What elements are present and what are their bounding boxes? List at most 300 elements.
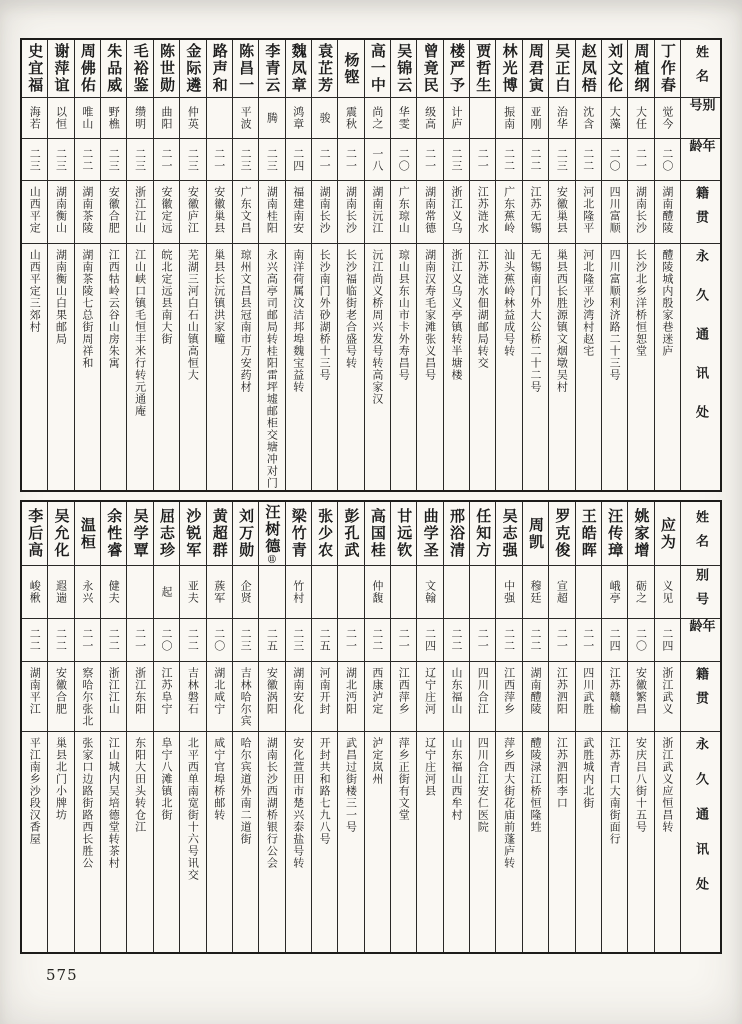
age-cell: 二一 — [338, 139, 363, 181]
alias-cell: 缵明 — [127, 98, 152, 139]
address-cell: 江山城内吴培德堂转茶村 — [107, 737, 121, 869]
age-cell: 二〇 — [602, 139, 627, 181]
native-place-cell: 湖南安化 — [286, 662, 311, 732]
address-cell: 山西平定三郊村 — [28, 249, 42, 333]
alias-cell: 竹村 — [286, 566, 311, 619]
native-place-cell: 湖南茶陵 — [75, 181, 100, 244]
entry-column — [627, 502, 653, 952]
entry-column — [601, 40, 627, 490]
native-place-cell: 江西萍乡 — [391, 662, 416, 732]
address-cell: 长沙北乡洋桥恒恕堂 — [634, 249, 648, 357]
alias-cell — [470, 98, 495, 139]
native-place-cell: 安徽庐江 — [180, 181, 205, 244]
alias-cell: 计庐 — [444, 98, 469, 139]
native-place-cell: 江苏阜宁 — [154, 662, 179, 732]
native-place-cell: 浙江江山 — [127, 181, 152, 244]
name-cell: 林光博 — [496, 40, 521, 98]
native-place-cell: 福建南安 — [286, 181, 311, 244]
entry-column — [390, 502, 416, 952]
entry-column — [22, 40, 47, 490]
entry-column — [654, 40, 680, 490]
name-cell: 汪传璋 — [602, 502, 627, 566]
name-cell: 金际遴 — [180, 40, 205, 98]
address-cell: 江苏泗阳李口 — [555, 737, 569, 809]
alias-cell: 大藻 — [602, 98, 627, 139]
name-cell: 赵凤梧 — [576, 40, 601, 98]
alias-cell — [338, 566, 363, 619]
address-cell: 江山峡口镇毛恒丰米行转元通庵 — [133, 249, 147, 417]
entry-column — [206, 40, 232, 490]
alias-cell: 海若 — [22, 98, 47, 139]
address-cell: 长沙南门外砂湖桥十三号 — [318, 249, 332, 381]
entry-column — [232, 40, 258, 490]
alias-cell: 震秋 — [338, 98, 363, 139]
address-cell: 无锡南门外大公桥二十二号 — [529, 249, 543, 393]
header-age: 年龄 — [681, 139, 720, 181]
address-cell: 南洋荷属汶洁邦埠魏宝益转 — [291, 249, 305, 393]
alias-cell — [391, 566, 416, 619]
age-cell: 二〇 — [628, 619, 653, 662]
address-cell: 江西牯岭云谷山房朱寓 — [107, 249, 121, 369]
age-cell: 二一 — [391, 619, 416, 662]
alias-cell: 遐遄 — [48, 566, 73, 619]
name-cell: 梁竹青 — [286, 502, 311, 566]
native-place-cell: 山东福山 — [444, 662, 469, 732]
entry-column — [153, 502, 179, 952]
native-place-cell: 湖南常德 — [417, 181, 442, 244]
address-cell: 湖南衡山白果邮局 — [54, 249, 68, 345]
native-place-cell: 浙江江山 — [101, 662, 126, 732]
name-cell: 高国桂 — [365, 502, 390, 566]
name-cell: 周佛佑 — [75, 40, 100, 98]
entry-column — [416, 40, 442, 490]
address-cell: 琼山县东山市卡外寿昌号 — [397, 249, 411, 381]
age-cell: 二三 — [259, 139, 284, 181]
native-place-cell: 河北隆平 — [576, 181, 601, 244]
entry-column — [179, 502, 205, 952]
alias-cell: 穆廷 — [523, 566, 548, 619]
age-cell: 二一 — [417, 139, 442, 181]
native-place-cell: 江西萍乡 — [496, 662, 521, 732]
entry-column — [443, 502, 469, 952]
age-cell: 二四 — [417, 619, 442, 662]
name-cell: 温桓 — [75, 502, 100, 566]
header-column — [680, 40, 720, 490]
header-age: 年龄 — [681, 619, 720, 662]
age-cell: 二一 — [549, 619, 574, 662]
alias-cell: 义见 — [655, 566, 680, 619]
native-place-cell: 江苏无锡 — [523, 181, 548, 244]
address-cell: 湖南长沙西湖桥银行公会 — [265, 737, 279, 869]
name-cell: 高一中 — [365, 40, 390, 98]
address-cell: 山东福山西牟村 — [449, 737, 463, 821]
address-cell: 东阳大田头转仓江 — [133, 737, 147, 833]
age-cell: 二一 — [470, 619, 495, 662]
entry-column — [364, 502, 390, 952]
name-cell: 楼严予 — [444, 40, 469, 98]
native-place-cell: 安徽定远 — [154, 181, 179, 244]
entry-column — [364, 40, 390, 490]
native-place-cell: 四川合江 — [470, 662, 495, 732]
alias-cell — [470, 566, 495, 619]
address-cell: 皖北定远县南大街 — [159, 249, 173, 345]
name-cell: 吴锦云 — [391, 40, 416, 98]
header-name: 姓名 — [681, 502, 720, 566]
age-cell: 二〇 — [154, 619, 179, 662]
address-cell: 浙江武义应恒昌转 — [660, 737, 674, 833]
entry-column — [74, 40, 100, 490]
age-cell: 二三 — [549, 139, 574, 181]
native-place-cell: 湖北咸宁 — [207, 662, 232, 732]
alias-cell: 亚夫 — [180, 566, 205, 619]
name-cell: 路声和 — [207, 40, 232, 98]
age-cell: 二三 — [48, 139, 73, 181]
entry-column — [100, 502, 126, 952]
address-cell: 永兴高亭司邮局转桂阳雷坪墟邮柜交塘冲对门 — [265, 249, 279, 489]
age-cell: 二二 — [523, 619, 548, 662]
entry-column — [522, 502, 548, 952]
address-cell: 张家口边路街路西长胜公 — [80, 737, 94, 869]
native-place-cell: 浙江东阳 — [127, 662, 152, 732]
age-cell: 二三 — [444, 139, 469, 181]
entry-column — [47, 502, 73, 952]
name-cell: 曲学圣 — [417, 502, 442, 566]
name-cell: 沙锐军 — [180, 502, 205, 566]
entry-column — [258, 502, 284, 952]
native-place-cell: 湖南平江 — [22, 662, 47, 732]
entry-column — [126, 40, 152, 490]
alias-cell: 华雯 — [391, 98, 416, 139]
age-cell: 二二 — [180, 619, 205, 662]
age-cell: 一八 — [365, 139, 390, 181]
name-cell: 周君寅 — [523, 40, 548, 98]
native-place-cell: 广东文昌 — [233, 181, 258, 244]
entry-column — [469, 40, 495, 490]
header-column — [680, 502, 720, 952]
entry-column — [548, 40, 574, 490]
address-cell: 开封共和路七九八号 — [318, 737, 332, 845]
name-cell: 李青云 — [259, 40, 284, 98]
age-cell: 二一 — [628, 139, 653, 181]
entry-column — [495, 502, 521, 952]
entry-column — [337, 502, 363, 952]
alias-cell: 亚刚 — [523, 98, 548, 139]
name-cell: 毛裕鉴 — [127, 40, 152, 98]
alias-cell — [259, 566, 284, 619]
native-place-cell: 四川武胜 — [576, 662, 601, 732]
age-cell: 二二 — [444, 619, 469, 662]
age-cell: 二二 — [523, 139, 548, 181]
native-place-cell: 察哈尔张北 — [75, 662, 100, 732]
name-cell: 丁作春 — [655, 40, 680, 98]
address-cell: 巢县北门小牌坊 — [54, 737, 68, 821]
address-cell: 四川合江安仁医院 — [476, 737, 490, 833]
alias-cell: 中强 — [496, 566, 521, 619]
age-cell: 二三 — [22, 139, 47, 181]
name-cell: 谢萍谊 — [48, 40, 73, 98]
entry-column — [601, 502, 627, 952]
name-cell: 魏凤章 — [286, 40, 311, 98]
address-cell: 安庆吕八街十五号 — [634, 737, 648, 833]
native-place-cell: 湖北沔阳 — [338, 662, 363, 732]
name-cell: 朱品威 — [101, 40, 126, 98]
name-cell: 陈世勋 — [154, 40, 179, 98]
age-cell: 二一 — [576, 619, 601, 662]
alias-cell: 健夫 — [101, 566, 126, 619]
alias-cell: 企贤 — [233, 566, 258, 619]
alias-cell — [444, 566, 469, 619]
address-cell: 沅江尚义桥周兴发号转高家汉 — [370, 249, 384, 405]
native-place-cell: 浙江义乌 — [444, 181, 469, 244]
age-cell: 二〇 — [655, 139, 680, 181]
age-cell: 二三 — [127, 139, 152, 181]
alias-cell — [576, 566, 601, 619]
address-cell: 湖南汉寿毛家滩张义昌号 — [423, 249, 437, 381]
name-cell: 甘远钦 — [391, 502, 416, 566]
name-cell: 应为 — [655, 502, 680, 566]
alias-cell — [312, 566, 337, 619]
name-cell: 史宜福 — [22, 40, 47, 98]
alias-cell: 觉今 — [655, 98, 680, 139]
header-address: 永久通讯处 — [693, 249, 708, 444]
name-cell: 吴学覃 — [127, 502, 152, 566]
age-cell: 二三 — [233, 139, 258, 181]
address-cell: 巢县西长胜源镇文烟墩吴村 — [555, 249, 569, 393]
address-cell: 醴陵城内殷家巷迷庐 — [660, 249, 674, 357]
age-cell: 二二 — [22, 619, 47, 662]
address-cell: 醴陵渌江桥恒隆甡 — [529, 737, 543, 833]
address-cell: 琼州文昌县冠南市万安药材 — [239, 249, 253, 393]
age-cell: 二二 — [496, 139, 521, 181]
native-place-cell: 安徽合肥 — [101, 181, 126, 244]
native-place-cell: 湖南长沙 — [338, 181, 363, 244]
alias-cell: 砺之 — [628, 566, 653, 619]
footnote-mark: ⑪ — [267, 555, 278, 563]
alias-cell: 起 — [154, 566, 179, 619]
entry-column — [22, 502, 47, 952]
alias-cell: 振南 — [496, 98, 521, 139]
native-place-cell: 辽宁庄河 — [417, 662, 442, 732]
address-cell: 武胜城内北街 — [581, 737, 595, 809]
header-name: 姓名 — [681, 40, 720, 98]
age-cell: 二二 — [48, 619, 73, 662]
address-cell: 辽宁庄河县 — [423, 737, 437, 797]
entry-column — [654, 502, 680, 952]
entry-column — [575, 40, 601, 490]
alias-cell: 峨亭 — [602, 566, 627, 619]
address-cell: 武昌过街楼三一号 — [344, 737, 358, 833]
name-cell: 张少农 — [312, 502, 337, 566]
native-place-cell: 吉林磐石 — [180, 662, 205, 732]
address-cell: 安化萱田市楚兴泰盐号转 — [291, 737, 305, 869]
age-cell: 二〇 — [391, 139, 416, 181]
address-cell: 巢县长沅镇洪家疃 — [212, 249, 226, 345]
age-cell: 二三 — [286, 619, 311, 662]
age-cell: 二一 — [207, 139, 232, 181]
entry-column — [126, 502, 152, 952]
age-cell: 二四 — [286, 139, 311, 181]
native-place-cell: 湖南醴陵 — [655, 181, 680, 244]
header-alias: 别号 — [681, 98, 720, 139]
entry-column — [416, 502, 442, 952]
entry-column — [311, 502, 337, 952]
entry-column — [285, 502, 311, 952]
header-alias: 别号 — [681, 566, 720, 619]
native-place-cell: 湖南沅江 — [365, 181, 390, 244]
address-cell: 汕头蕉岭林益成号转 — [502, 249, 516, 357]
native-place-cell: 湖南长沙 — [312, 181, 337, 244]
alias-cell: 蔟军 — [207, 566, 232, 619]
native-place-cell: 河南开封 — [312, 662, 337, 732]
native-place-cell: 江苏涟水 — [470, 181, 495, 244]
native-place-cell: 吉林哈尔宾 — [233, 662, 258, 732]
entry-column — [443, 40, 469, 490]
entry-column — [74, 502, 100, 952]
entry-column — [206, 502, 232, 952]
address-cell: 长沙福临街老合盛号转 — [344, 249, 358, 369]
name-cell: 李后高 — [22, 502, 47, 566]
entry-column — [495, 40, 521, 490]
entry-column — [627, 40, 653, 490]
native-place-cell: 江苏赣榆 — [602, 662, 627, 732]
age-cell: 二四 — [655, 619, 680, 662]
alias-cell: 野樵 — [101, 98, 126, 139]
entry-column — [100, 40, 126, 490]
alias-cell: 唯山 — [75, 98, 100, 139]
name-cell: 邢浴清 — [444, 502, 469, 566]
alias-cell: 宣超 — [549, 566, 574, 619]
native-place-cell: 山西平定 — [22, 181, 47, 244]
name-cell: 陈昌一 — [233, 40, 258, 98]
header-address: 永久通讯处 — [693, 737, 708, 912]
native-place-cell: 安徽合肥 — [48, 662, 73, 732]
address-cell: 北平西单南宽街十六号讯交 — [186, 737, 200, 881]
alias-cell: 治华 — [549, 98, 574, 139]
entry-column — [548, 502, 574, 952]
age-cell: 二一 — [154, 139, 179, 181]
address-cell: 萍乡西大街花庙前蓬庐转 — [502, 737, 516, 869]
native-place-cell: 广东琼山 — [391, 181, 416, 244]
alias-cell: 骏 — [312, 98, 337, 139]
age-cell: 二三 — [233, 619, 258, 662]
age-cell: 二二 — [75, 139, 100, 181]
alias-cell — [127, 566, 152, 619]
name-cell: 余性睿 — [101, 502, 126, 566]
entry-column — [285, 40, 311, 490]
native-place-cell: 湖南桂阳 — [259, 181, 284, 244]
age-cell: 二一 — [338, 619, 363, 662]
entry-column — [469, 502, 495, 952]
entry-column — [232, 502, 258, 952]
age-cell: 二三 — [101, 139, 126, 181]
native-place-cell: 浙江武义 — [655, 662, 680, 732]
address-cell: 萍乡正街有文堂 — [397, 737, 411, 821]
header-native: 籍贯 — [681, 181, 720, 244]
age-cell: 二二 — [496, 619, 521, 662]
address-cell: 河北隆平沙湾村赵宅 — [581, 249, 595, 357]
name-cell: 刘万勋 — [233, 502, 258, 566]
name-cell: 汪树德⑪ — [259, 502, 284, 566]
name-cell: 吴允化 — [48, 502, 73, 566]
address-cell: 浙江义乌义亭镇转半塘楼 — [449, 249, 463, 381]
name-cell: 杨铿 — [338, 40, 363, 98]
address-cell: 芜湖三河白石山镇高恒大 — [186, 249, 200, 381]
alias-cell: 峻楸 — [22, 566, 47, 619]
address-cell: 咸宁官埠桥邮转 — [212, 737, 226, 821]
native-place-cell: 四川富顺 — [602, 181, 627, 244]
address-cell: 湖南茶陵七总街周祥和 — [80, 249, 94, 369]
alias-cell: 永兴 — [75, 566, 100, 619]
name-cell: 屈志珍 — [154, 502, 179, 566]
address-cell: 平江南乡沙段汉香屋 — [28, 737, 42, 845]
native-place-cell: 安徽巢县 — [207, 181, 232, 244]
native-place-cell: 江苏泗阳 — [549, 662, 574, 732]
entry-column — [153, 40, 179, 490]
alias-cell: 鸿章 — [286, 98, 311, 139]
age-cell: 二二 — [365, 619, 390, 662]
page-number: 575 — [46, 966, 78, 984]
name-cell: 黄超群 — [207, 502, 232, 566]
name-cell: 周植纲 — [628, 40, 653, 98]
alias-cell: 尚之 — [365, 98, 390, 139]
native-place-cell: 安徽繁昌 — [628, 662, 653, 732]
age-cell: 二一 — [312, 139, 337, 181]
age-cell: 二一 — [127, 619, 152, 662]
age-cell: 二二 — [101, 619, 126, 662]
name-cell: 任知方 — [470, 502, 495, 566]
alias-cell — [207, 98, 232, 139]
name-cell: 罗克俊 — [549, 502, 574, 566]
address-cell: 江苏涟水佃湖邮局转交 — [476, 249, 490, 369]
entry-column — [311, 40, 337, 490]
native-place-cell: 湖南长沙 — [628, 181, 653, 244]
alias-cell: 以恒 — [48, 98, 73, 139]
alias-cell: 文翰 — [417, 566, 442, 619]
name-cell: 姚家增 — [628, 502, 653, 566]
address-cell: 阜宁八滩镇北街 — [159, 737, 173, 821]
name-cell: 彭孔武 — [338, 502, 363, 566]
entry-column — [47, 40, 73, 490]
native-place-cell: 安徽巢县 — [549, 181, 574, 244]
age-cell: 二一 — [75, 619, 100, 662]
address-cell: 泸定岚州 — [370, 737, 384, 785]
address-cell: 江苏青口大南街面行 — [608, 737, 622, 845]
age-cell: 二一 — [470, 139, 495, 181]
entry-column — [258, 40, 284, 490]
age-cell: 二〇 — [207, 619, 232, 662]
age-cell: 二四 — [602, 619, 627, 662]
age-cell: 二三 — [180, 139, 205, 181]
name-cell: 吴正白 — [549, 40, 574, 98]
age-cell: 二五 — [259, 619, 284, 662]
entry-column — [390, 40, 416, 490]
name-cell: 周凯 — [523, 502, 548, 566]
native-place-cell: 广东蕉岭 — [496, 181, 521, 244]
name-cell: 曾竟民 — [417, 40, 442, 98]
name-cell: 袁芷芳 — [312, 40, 337, 98]
header-native: 籍贯 — [681, 662, 720, 732]
alias-cell: 曲阳 — [154, 98, 179, 139]
address-cell: 哈尔宾道外南二道街 — [239, 737, 253, 845]
alias-cell: 级高 — [417, 98, 442, 139]
alias-cell: 平波 — [233, 98, 258, 139]
directory-table-bottom — [20, 500, 722, 954]
directory-table-top — [20, 38, 722, 492]
name-cell: 贾哲生 — [470, 40, 495, 98]
age-cell: 二二 — [576, 139, 601, 181]
name-cell: 王皓晖 — [576, 502, 601, 566]
address-cell: 四川富顺利济路二十三号 — [608, 249, 622, 381]
